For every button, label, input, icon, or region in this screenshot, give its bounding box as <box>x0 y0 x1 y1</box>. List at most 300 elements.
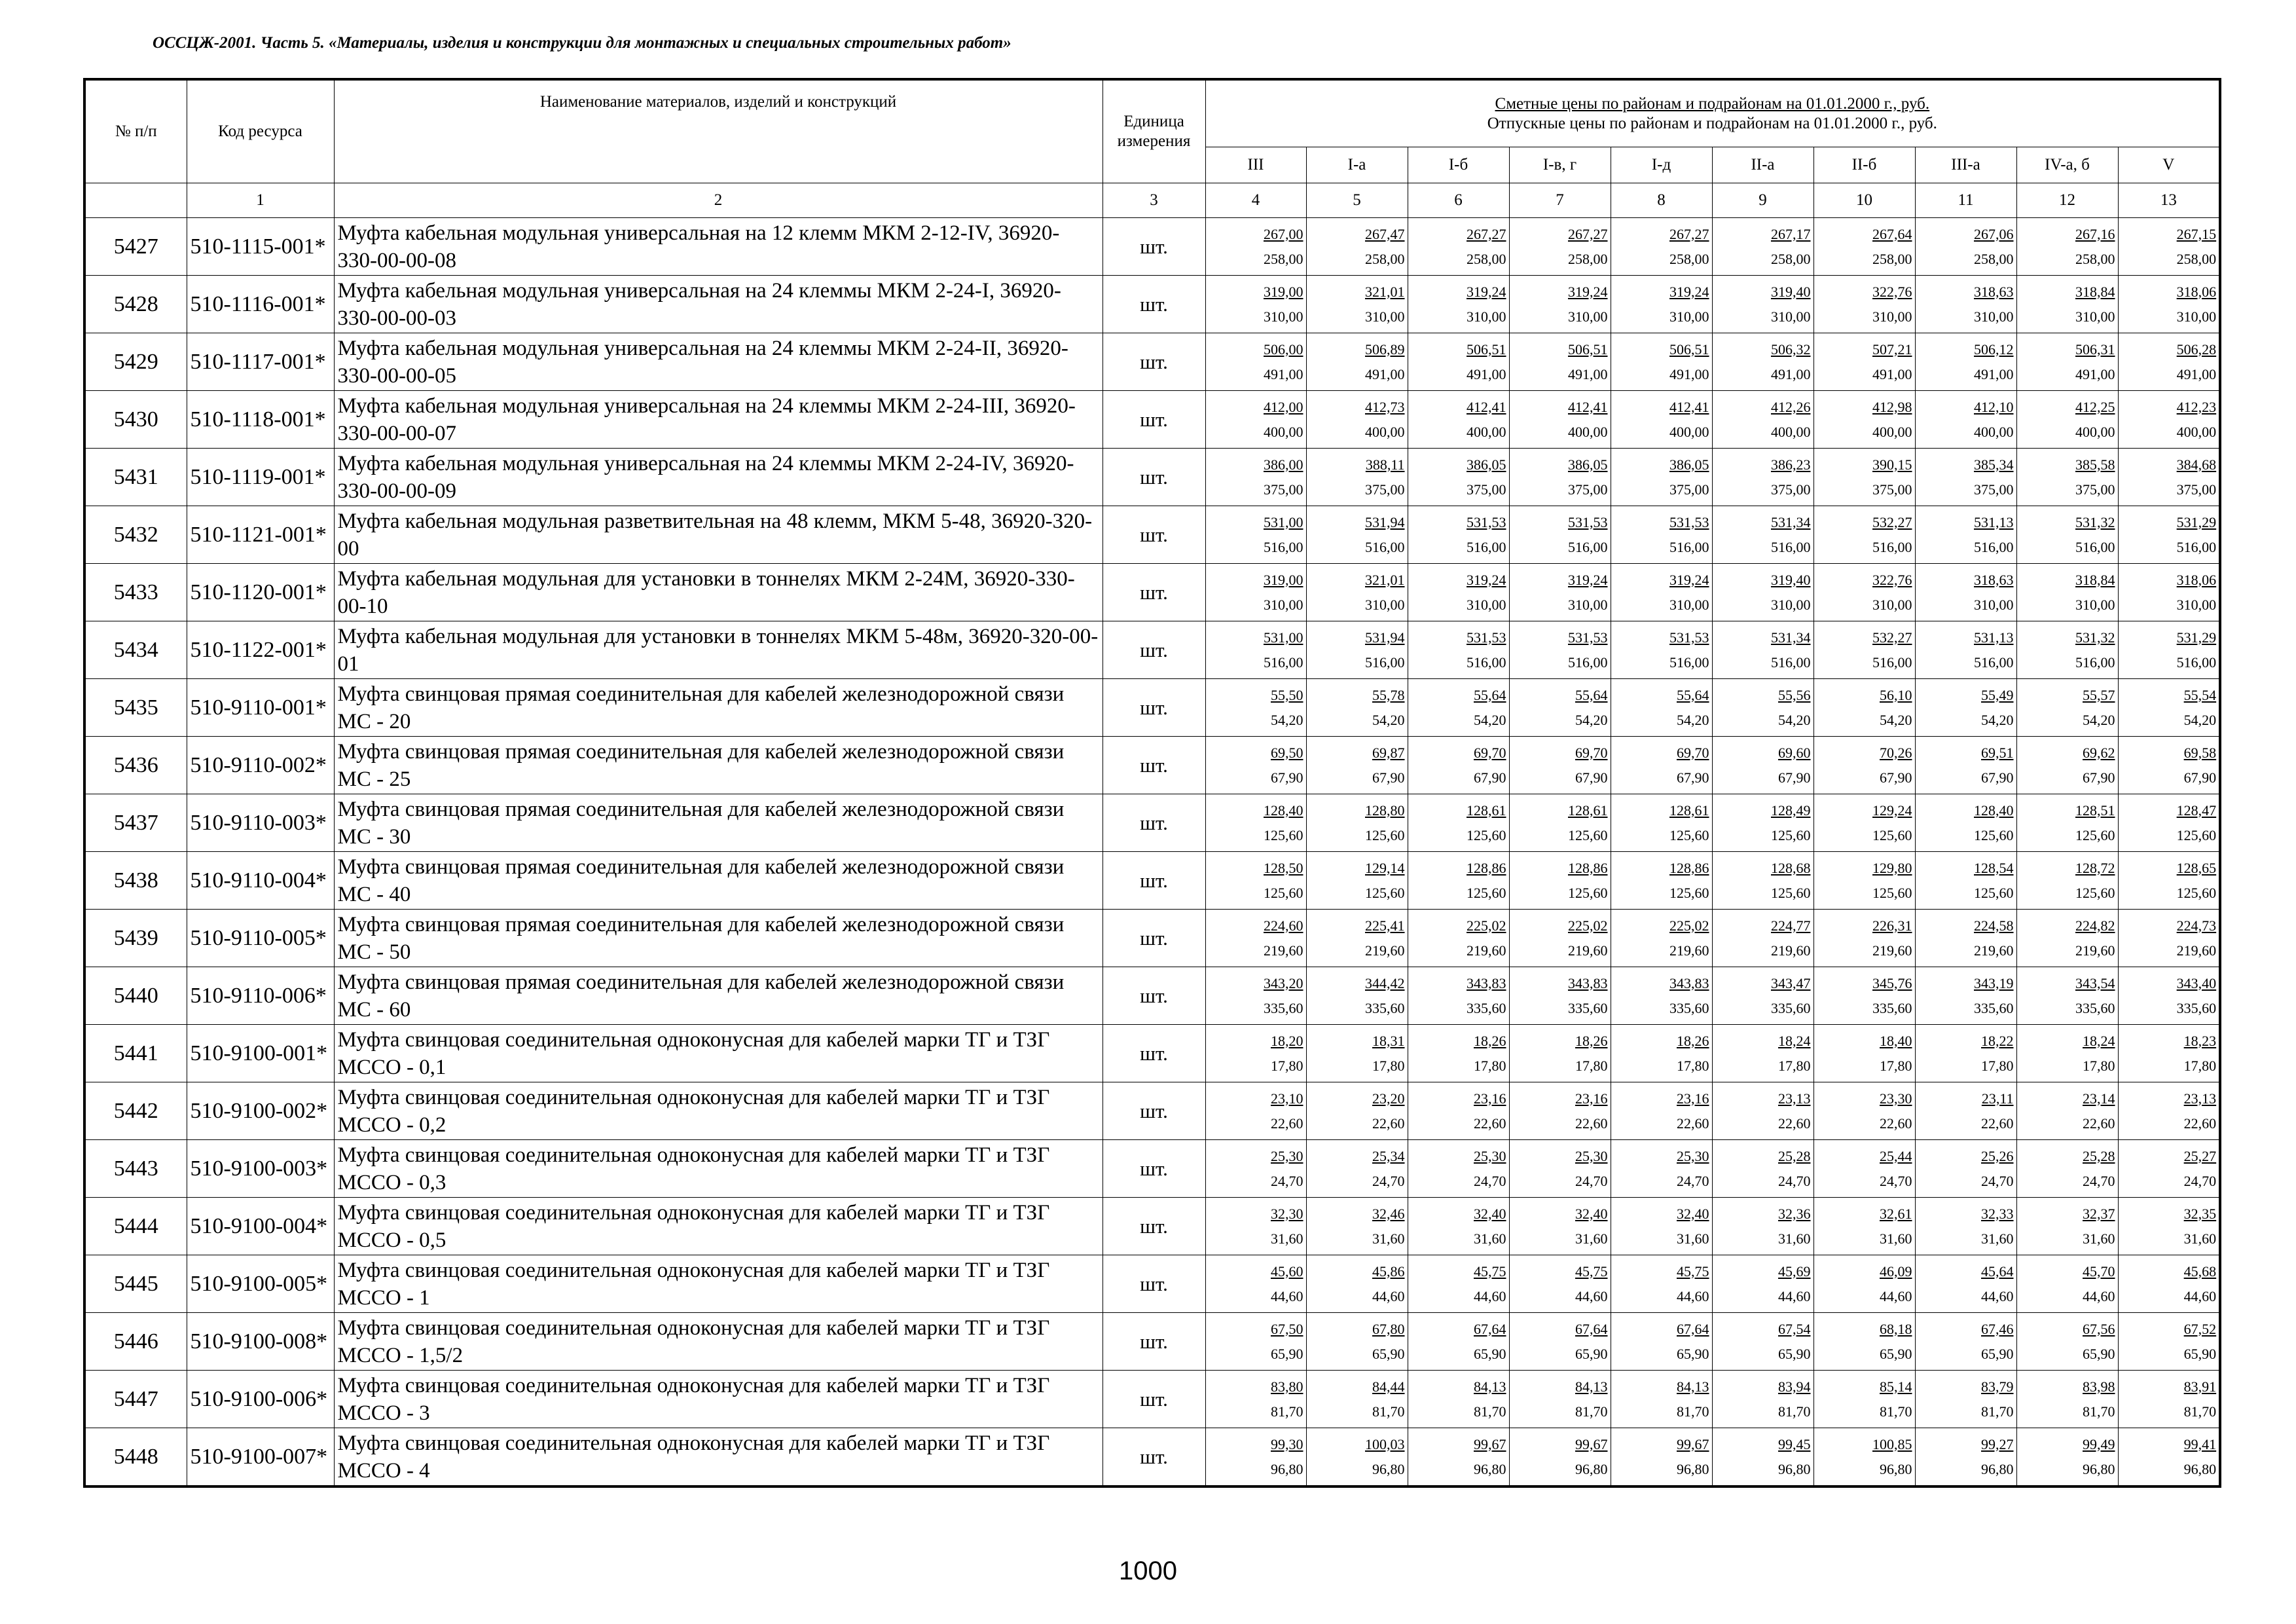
price-cell <box>1813 506 1915 564</box>
price-cell <box>1813 1313 1915 1371</box>
estimate-price: 412,98 <box>1872 398 1912 415</box>
estimate-price: 128,40 <box>1264 802 1303 819</box>
release-price: 17,80 <box>2183 1057 2217 1074</box>
release-price: 400,00 <box>1974 423 2014 440</box>
table-row <box>84 679 2220 737</box>
release-price: 375,00 <box>2075 481 2115 498</box>
estimate-price: 224,77 <box>1771 917 1811 934</box>
row-number: 5434 <box>84 621 187 679</box>
price-cell <box>1813 737 1915 794</box>
price-cell <box>1306 1313 1408 1371</box>
table-row <box>84 737 2220 794</box>
release-price: 31,60 <box>1677 1230 1709 1247</box>
estimate-price: 18,31 <box>1372 1032 1405 1049</box>
price-cell <box>1611 621 1712 679</box>
region-header: II-б <box>1813 147 1915 183</box>
release-price: 375,00 <box>1872 481 1912 498</box>
release-price: 125,60 <box>1669 884 1709 901</box>
estimate-price: 67,52 <box>2183 1320 2217 1337</box>
price-cell <box>1306 1371 1408 1428</box>
release-price: 67,90 <box>1981 769 2014 786</box>
estimate-price: 506,51 <box>1467 341 1506 358</box>
estimate-price: 412,25 <box>2075 398 2115 415</box>
region-header: II-а <box>1712 147 1813 183</box>
estimate-price: 99,45 <box>1778 1435 1811 1452</box>
release-price: 65,90 <box>1474 1345 1506 1362</box>
estimate-price: 45,60 <box>1271 1263 1303 1280</box>
release-price: 516,00 <box>2075 538 2115 555</box>
release-price: 67,90 <box>1880 769 1912 786</box>
estimate-price: 18,20 <box>1271 1032 1303 1049</box>
price-cell <box>1408 1255 1509 1313</box>
release-price: 44,60 <box>1677 1287 1709 1304</box>
price-cell <box>1915 564 2016 621</box>
estimate-price: 390,15 <box>1872 456 1912 473</box>
estimate-price: 99,67 <box>1575 1435 1608 1452</box>
estimate-price: 412,41 <box>1467 398 1506 415</box>
price-cell <box>2118 1025 2220 1082</box>
price-cell <box>1306 794 1408 852</box>
release-price: 67,90 <box>1372 769 1405 786</box>
estimate-price: 32,40 <box>1677 1205 1709 1222</box>
estimate-price: 506,28 <box>2176 341 2217 358</box>
release-price: 67,90 <box>2183 769 2217 786</box>
release-price: 96,80 <box>1677 1460 1709 1477</box>
price-cell <box>1408 1371 1509 1428</box>
row-number: 5436 <box>84 737 187 794</box>
release-price: 125,60 <box>1771 884 1811 901</box>
release-price: 31,60 <box>1575 1230 1608 1247</box>
release-price: 258,00 <box>1467 250 1506 267</box>
price-cell <box>1915 1025 2016 1082</box>
release-price: 310,00 <box>1568 596 1608 613</box>
unit: шт. <box>1102 1371 1205 1428</box>
estimate-price: 128,61 <box>1568 802 1608 819</box>
release-price: 54,20 <box>1372 711 1405 728</box>
estimate-price: 128,49 <box>1771 802 1811 819</box>
estimate-price: 386,23 <box>1771 456 1811 473</box>
release-price: 516,00 <box>1568 654 1608 671</box>
item-name: Муфта свинцовая соединительная одноконусная для кабелей марки ТГ и ТЗГ МССО - 1,5/2 <box>334 1313 1102 1371</box>
release-price: 96,80 <box>1271 1460 1303 1477</box>
estimate-price: 45,75 <box>1677 1263 1709 1280</box>
release-price: 219,60 <box>2075 942 2115 959</box>
release-price: 310,00 <box>1264 308 1303 325</box>
item-name: Муфта свинцовая прямая соединительная для кабелей железнодорожной связи МС - 50 <box>334 910 1102 967</box>
price-cell <box>1205 910 1306 967</box>
estimate-price: 18,24 <box>1778 1032 1811 1049</box>
estimate-price: 531,29 <box>2176 629 2217 646</box>
estimate-price: 69,62 <box>2083 744 2115 761</box>
item-name: Муфта свинцовая соединительная одноконусная для кабелей марки ТГ и ТЗГ МССО - 3 <box>334 1371 1102 1428</box>
price-cell <box>1408 506 1509 564</box>
estimate-price: 128,61 <box>1467 802 1506 819</box>
estimate-price: 531,53 <box>1669 513 1709 530</box>
release-price: 96,80 <box>1474 1460 1506 1477</box>
price-cell <box>1813 1025 1915 1082</box>
header-unit: Единица измерения <box>1102 79 1205 183</box>
region-header: IV-а, б <box>2016 147 2118 183</box>
price-cell <box>1611 1198 1712 1255</box>
price-cell <box>1712 1428 1813 1487</box>
estimate-price: 384,68 <box>2176 456 2217 473</box>
header-row <box>84 79 2220 147</box>
item-name: Муфта свинцовая прямая соединительная для кабелей железнодорожной связи МС - 30 <box>334 794 1102 852</box>
price-cell <box>1205 1313 1306 1371</box>
release-price: 125,60 <box>1974 826 2014 843</box>
price-cell <box>1813 1082 1915 1140</box>
estimate-price: 25,30 <box>1474 1147 1506 1164</box>
price-cell <box>2016 1313 2118 1371</box>
price-cell <box>1306 506 1408 564</box>
release-price: 17,80 <box>1474 1057 1506 1074</box>
release-price: 54,20 <box>1778 711 1811 728</box>
column-number-row <box>84 183 2220 218</box>
release-price: 219,60 <box>1771 942 1811 959</box>
price-cell <box>1205 967 1306 1025</box>
release-price: 96,80 <box>1778 1460 1811 1477</box>
release-price: 310,00 <box>1264 596 1303 613</box>
region-header: I-а <box>1306 147 1408 183</box>
resource-code: 510-9110-003* <box>187 794 334 852</box>
estimate-price: 69,51 <box>1981 744 2014 761</box>
estimate-price: 532,27 <box>1872 629 1912 646</box>
release-price: 258,00 <box>1365 250 1405 267</box>
release-price: 67,90 <box>1271 769 1303 786</box>
release-price: 258,00 <box>1771 250 1811 267</box>
estimate-price: 67,64 <box>1575 1320 1608 1337</box>
estimate-price: 318,63 <box>1974 571 2014 588</box>
header-prices <box>1205 79 2220 147</box>
estimate-price: 45,70 <box>2083 1263 2115 1280</box>
price-cell <box>2118 852 2220 910</box>
price-cell <box>1205 391 1306 449</box>
table-row <box>84 1428 2220 1487</box>
release-price: 335,60 <box>2176 999 2217 1016</box>
row-number: 5432 <box>84 506 187 564</box>
price-cell <box>1509 621 1611 679</box>
item-name: Муфта кабельная модульная для установки в тоннелях МКМ 5-48м, 36920-320-00-01 <box>334 621 1102 679</box>
release-price: 310,00 <box>1467 596 1506 613</box>
estimate-price: 55,49 <box>1981 686 2014 703</box>
release-price: 335,60 <box>1467 999 1506 1016</box>
price-cell <box>1813 1140 1915 1198</box>
price-cell <box>2118 218 2220 276</box>
price-cell <box>2016 506 2118 564</box>
release-price: 125,60 <box>1872 826 1912 843</box>
release-price: 375,00 <box>1669 481 1709 498</box>
price-cell <box>1205 1082 1306 1140</box>
release-price: 22,60 <box>1372 1115 1405 1132</box>
release-price: 219,60 <box>1365 942 1405 959</box>
release-price: 516,00 <box>2075 654 2115 671</box>
item-name: Муфта кабельная модульная для установки в тоннелях МКМ 2-24М, 36920-330-00-10 <box>334 564 1102 621</box>
estimate-price: 224,60 <box>1264 917 1303 934</box>
release-price: 335,60 <box>1974 999 2014 1016</box>
unit: шт. <box>1102 276 1205 333</box>
price-cell <box>2118 1313 2220 1371</box>
resource-code: 510-9100-006* <box>187 1371 334 1428</box>
estimate-price: 506,51 <box>1669 341 1709 358</box>
row-number: 5429 <box>84 333 187 391</box>
price-cell <box>1306 218 1408 276</box>
release-price: 310,00 <box>2176 308 2217 325</box>
price-cell <box>1306 1428 1408 1487</box>
price-cell <box>1712 1140 1813 1198</box>
release-price: 258,00 <box>2075 250 2115 267</box>
release-price: 81,70 <box>1372 1403 1405 1420</box>
price-table <box>83 78 2221 1488</box>
price-cell <box>1712 1313 1813 1371</box>
release-price: 310,00 <box>1771 596 1811 613</box>
release-price: 125,60 <box>1771 826 1811 843</box>
item-name: Муфта свинцовая соединительная одноконусная для кабелей марки ТГ и ТЗГ МССО - 0,5 <box>334 1198 1102 1255</box>
release-price: 96,80 <box>1575 1460 1608 1477</box>
estimate-price: 67,64 <box>1474 1320 1506 1337</box>
estimate-price: 25,34 <box>1372 1147 1405 1164</box>
item-name: Муфта свинцовая соединительная одноконусная для кабелей марки ТГ и ТЗГ МССО - 4 <box>334 1428 1102 1487</box>
release-price: 516,00 <box>1669 654 1709 671</box>
price-cell <box>1205 333 1306 391</box>
estimate-price: 225,41 <box>1365 917 1405 934</box>
estimate-price: 343,19 <box>1974 974 2014 991</box>
estimate-price: 531,34 <box>1771 513 1811 530</box>
release-price: 81,70 <box>1677 1403 1709 1420</box>
row-number: 5448 <box>84 1428 187 1487</box>
price-cell <box>1915 1255 2016 1313</box>
price-cell <box>1611 1428 1712 1487</box>
price-cell <box>1408 967 1509 1025</box>
price-cell <box>1306 1025 1408 1082</box>
release-price: 516,00 <box>1365 538 1405 555</box>
release-price: 31,60 <box>2183 1230 2217 1247</box>
item-name: Муфта свинцовая прямая соединительная для кабелей железнодорожной связи МС - 25 <box>334 737 1102 794</box>
price-cell <box>1205 564 1306 621</box>
estimate-price: 224,73 <box>2176 917 2217 934</box>
price-cell <box>2016 391 2118 449</box>
release-price: 24,70 <box>1677 1172 1709 1189</box>
price-cell <box>1306 910 1408 967</box>
estimate-price: 319,40 <box>1771 571 1811 588</box>
price-cell <box>1408 333 1509 391</box>
release-price: 65,90 <box>1778 1345 1811 1362</box>
price-cell <box>1306 1082 1408 1140</box>
unit: шт. <box>1102 852 1205 910</box>
unit: шт. <box>1102 1313 1205 1371</box>
table-row <box>84 1025 2220 1082</box>
price-cell <box>1205 679 1306 737</box>
estimate-price: 344,42 <box>1365 974 1405 991</box>
release-price: 81,70 <box>1474 1403 1506 1420</box>
row-number: 5442 <box>84 1082 187 1140</box>
price-cell <box>1509 391 1611 449</box>
release-price: 44,60 <box>1474 1287 1506 1304</box>
estimate-price: 267,16 <box>2075 225 2115 242</box>
price-cell <box>2016 967 2118 1025</box>
estimate-price: 23,11 <box>1981 1090 2014 1107</box>
estimate-price: 532,27 <box>1872 513 1912 530</box>
price-cell <box>1408 449 1509 506</box>
estimate-price: 70,26 <box>1880 744 1912 761</box>
release-price: 310,00 <box>1669 308 1709 325</box>
release-price: 125,60 <box>2176 826 2217 843</box>
price-cell <box>1509 852 1611 910</box>
price-cell <box>1915 276 2016 333</box>
estimate-price: 32,30 <box>1271 1205 1303 1222</box>
release-price: 125,60 <box>1568 884 1608 901</box>
release-price: 125,60 <box>1365 884 1405 901</box>
item-name: Муфта кабельная модульная универсальная на 24 клеммы МКМ 2-24-III, 36920-330-00-00-07 <box>334 391 1102 449</box>
release-price: 516,00 <box>1467 654 1506 671</box>
release-price: 400,00 <box>2075 423 2115 440</box>
estimate-price: 25,30 <box>1575 1147 1608 1164</box>
estimate-price: 55,64 <box>1575 686 1608 703</box>
release-price: 81,70 <box>1778 1403 1811 1420</box>
release-price: 258,00 <box>1669 250 1709 267</box>
release-price: 22,60 <box>2083 1115 2115 1132</box>
price-cell <box>1813 679 1915 737</box>
estimate-price: 531,13 <box>1974 513 2014 530</box>
price-cell <box>1408 910 1509 967</box>
release-price: 54,20 <box>2083 711 2115 728</box>
release-price: 17,80 <box>2083 1057 2115 1074</box>
release-price: 31,60 <box>1880 1230 1912 1247</box>
release-price: 125,60 <box>1568 826 1608 843</box>
price-cell <box>1813 218 1915 276</box>
estimate-price: 23,16 <box>1575 1090 1608 1107</box>
release-price: 44,60 <box>1778 1287 1811 1304</box>
column-number: 2 <box>334 183 1102 218</box>
release-price: 516,00 <box>1974 538 2014 555</box>
release-price: 491,00 <box>1568 365 1608 382</box>
resource-code: 510-1120-001* <box>187 564 334 621</box>
estimate-price: 46,09 <box>1880 1263 1912 1280</box>
unit: шт. <box>1102 967 1205 1025</box>
release-price: 67,90 <box>1474 769 1506 786</box>
release-price: 96,80 <box>2183 1460 2217 1477</box>
price-cell <box>1509 737 1611 794</box>
region-header: III <box>1205 147 1306 183</box>
release-price: 24,70 <box>1880 1172 1912 1189</box>
table-row <box>84 1313 2220 1371</box>
price-cell <box>2016 1255 2118 1313</box>
release-price: 54,20 <box>1271 711 1303 728</box>
estimate-price: 69,70 <box>1575 744 1608 761</box>
estimate-price: 267,06 <box>1974 225 2014 242</box>
estimate-price: 506,00 <box>1264 341 1303 358</box>
price-cell <box>1813 1198 1915 1255</box>
estimate-price: 322,76 <box>1872 283 1912 300</box>
estimate-price: 321,01 <box>1365 571 1405 588</box>
release-price: 96,80 <box>1981 1460 2014 1477</box>
resource-code: 510-1118-001* <box>187 391 334 449</box>
estimate-price: 23,13 <box>1778 1090 1811 1107</box>
row-number: 5433 <box>84 564 187 621</box>
table-row <box>84 1082 2220 1140</box>
estimate-price: 83,80 <box>1271 1378 1303 1395</box>
estimate-price: 100,03 <box>1365 1435 1405 1452</box>
estimate-price: 25,30 <box>1677 1147 1709 1164</box>
column-number: 8 <box>1611 183 1712 218</box>
estimate-price: 129,80 <box>1872 859 1912 876</box>
estimate-price: 128,51 <box>2075 802 2115 819</box>
price-cell <box>2118 1198 2220 1255</box>
estimate-price: 55,57 <box>2083 686 2115 703</box>
price-cell <box>1712 391 1813 449</box>
estimate-price: 128,86 <box>1568 859 1608 876</box>
price-cell <box>2016 852 2118 910</box>
estimate-price: 386,00 <box>1264 456 1303 473</box>
estimate-price: 55,64 <box>1677 686 1709 703</box>
release-price: 65,90 <box>1372 1345 1405 1362</box>
price-cell <box>1712 737 1813 794</box>
release-price: 310,00 <box>1974 596 2014 613</box>
estimate-price: 45,64 <box>1981 1263 2014 1280</box>
item-name: Муфта свинцовая прямая соединительная для кабелей железнодорожной связи МС - 60 <box>334 967 1102 1025</box>
estimate-price: 25,27 <box>2183 1147 2217 1164</box>
price-cell <box>1813 621 1915 679</box>
release-price: 125,60 <box>2075 826 2115 843</box>
estimate-price: 83,91 <box>2183 1378 2217 1395</box>
estimate-price: 386,05 <box>1568 456 1608 473</box>
estimate-price: 67,54 <box>1778 1320 1811 1337</box>
release-price: 65,90 <box>2183 1345 2217 1362</box>
price-cell <box>1712 449 1813 506</box>
price-cell <box>1408 1140 1509 1198</box>
item-name: Муфта кабельная модульная универсальная на 12 клемм МКМ 2-12-IV, 36920-330-00-00-08 <box>334 218 1102 276</box>
price-cell <box>1408 1082 1509 1140</box>
unit: шт. <box>1102 621 1205 679</box>
release-price: 310,00 <box>1365 596 1405 613</box>
price-cell <box>1712 333 1813 391</box>
table-row <box>84 852 2220 910</box>
resource-code: 510-1122-001* <box>187 621 334 679</box>
header-prices-release: Отпускные цены по районам и подрайонам на 01.01.2000 г., руб. <box>1487 114 1937 132</box>
estimate-price: 343,54 <box>2075 974 2115 991</box>
estimate-price: 531,53 <box>1669 629 1709 646</box>
table-row <box>84 1140 2220 1198</box>
price-cell <box>2016 449 2118 506</box>
header-code: Код ресурса <box>187 79 334 183</box>
release-price: 81,70 <box>1880 1403 1912 1420</box>
estimate-price: 99,27 <box>1981 1435 2014 1452</box>
price-cell <box>1813 794 1915 852</box>
release-price: 24,70 <box>1981 1172 2014 1189</box>
price-cell <box>2118 621 2220 679</box>
price-cell <box>1408 218 1509 276</box>
price-cell <box>2016 1140 2118 1198</box>
release-price: 219,60 <box>1974 942 2014 959</box>
column-number: 11 <box>1915 183 2016 218</box>
price-cell <box>1509 1371 1611 1428</box>
price-cell <box>2016 1198 2118 1255</box>
unit: шт. <box>1102 737 1205 794</box>
price-cell <box>1509 1140 1611 1198</box>
release-price: 516,00 <box>1669 538 1709 555</box>
unit: шт. <box>1102 506 1205 564</box>
release-price: 310,00 <box>1872 308 1912 325</box>
row-number: 5438 <box>84 852 187 910</box>
row-number: 5437 <box>84 794 187 852</box>
estimate-price: 99,41 <box>2183 1435 2217 1452</box>
price-cell <box>1915 679 2016 737</box>
release-price: 22,60 <box>1778 1115 1811 1132</box>
resource-code: 510-9110-002* <box>187 737 334 794</box>
estimate-price: 32,36 <box>1778 1205 1811 1222</box>
estimate-price: 128,86 <box>1467 859 1506 876</box>
release-price: 335,60 <box>2075 999 2115 1016</box>
price-cell <box>1611 506 1712 564</box>
